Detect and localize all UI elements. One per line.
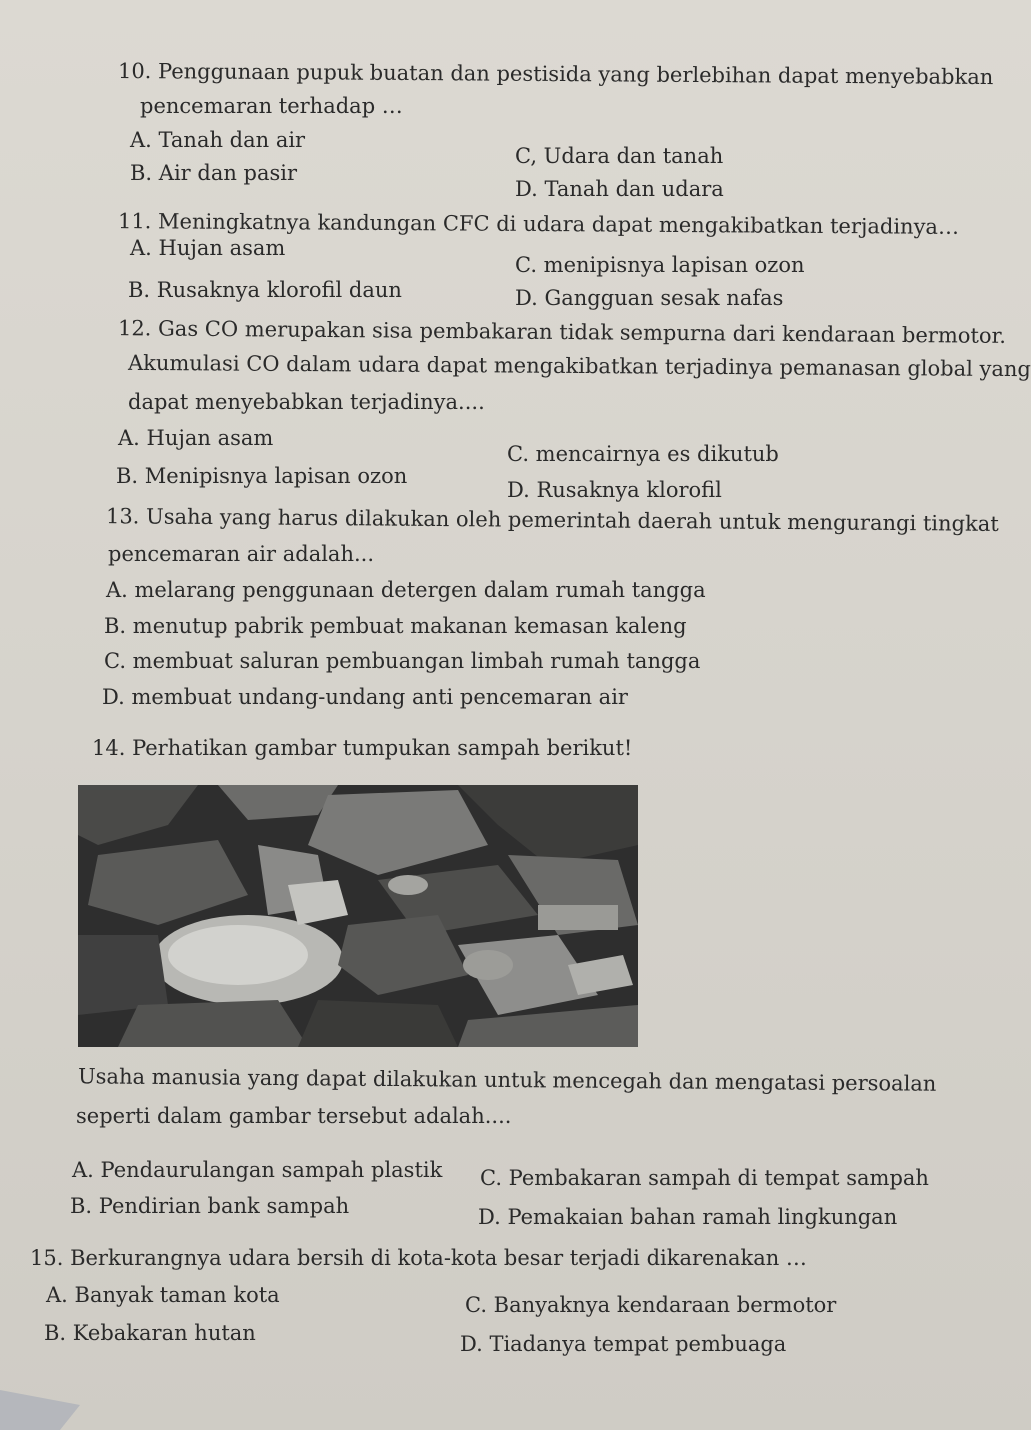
q15-option-a: A. Banyak taman kota bbox=[46, 1283, 280, 1307]
q12-option-b: B. Menipisnya lapisan ozon bbox=[116, 464, 408, 488]
q14-option-c: C. Pembakaran sampah di tempat sampah bbox=[480, 1166, 929, 1190]
q11-option-d: D. Gangguan sesak nafas bbox=[515, 286, 784, 310]
q13-stem-line1: 13. Usaha yang harus dilakukan oleh pemerintah daerah untuk mengurangi tingkat bbox=[105, 504, 999, 536]
q13-stem-line2: pencemaran air adalah... bbox=[108, 542, 374, 566]
q12-option-d: D. Rusaknya klorofil bbox=[507, 478, 722, 502]
q10-option-d: D. Tanah dan udara bbox=[515, 177, 724, 201]
q14-stem-line3: seperti dalam gambar tersebut adalah.... bbox=[76, 1104, 512, 1128]
q12-stem-line3: dapat menyebabkan terjadinya.... bbox=[128, 390, 485, 414]
garbage-pile-illustration bbox=[78, 785, 638, 1047]
q14-stem-line2: Usaha manusia yang dapat dilakukan untuk mencegah dan mengatasi persoalan bbox=[77, 1064, 937, 1096]
q10-stem-line2: pencemaran terhadap … bbox=[140, 94, 403, 118]
q15-option-b: B. Kebakaran hutan bbox=[44, 1321, 256, 1345]
q11-option-b: B. Rusaknya klorofil daun bbox=[128, 278, 402, 302]
q14-option-b: B. Pendirian bank sampah bbox=[70, 1194, 350, 1218]
q14-option-a: A. Pendaurulangan sampah plastik bbox=[72, 1158, 443, 1182]
garbage-pile-photo bbox=[78, 785, 638, 1047]
q12-option-a: A. Hujan asam bbox=[118, 426, 274, 450]
q11-option-a: A. Hujan asam bbox=[130, 236, 286, 260]
q10-stem-line1: 10. Penggunaan pupuk buatan dan pestisida yang berlebihan dapat menyebabkan bbox=[117, 58, 994, 90]
q13-option-b: B. menutup pabrik pembuat makanan kemasan kaleng bbox=[104, 614, 687, 638]
q14-option-d: D. Pemakaian bahan ramah lingkungan bbox=[478, 1205, 898, 1229]
q13-option-a: A. melarang penggunaan detergen dalam rumah tangga bbox=[106, 578, 706, 602]
q12-option-c: C. mencairnya es dikutub bbox=[507, 442, 779, 466]
q15-option-c: C. Banyaknya kendaraan bermotor bbox=[465, 1293, 837, 1317]
q11-stem-line1: 11. Meningkatnya kandungan CFC di udara dapat mengakibatkan terjadinya… bbox=[117, 209, 960, 239]
q15-stem-line1: 15. Berkurangnya udara bersih di kota-kota besar terjadi dikarenakan … bbox=[30, 1246, 807, 1270]
q13-option-c: C. membuat saluran pembuangan limbah rumah tangga bbox=[104, 649, 701, 673]
q12-stem-line2: Akumulasi CO dalam udara dapat mengakibatkan terjadinya pemanasan global yang bbox=[127, 350, 1031, 382]
q11-option-c: C. menipisnya lapisan ozon bbox=[515, 253, 805, 277]
q12-stem-line1: 12. Gas CO merupakan sisa pembakaran tidak sempurna dari kendaraan bermotor. bbox=[117, 316, 1007, 348]
q10-option-c: C, Udara dan tanah bbox=[515, 144, 724, 168]
q14-stem-line1: 14. Perhatikan gambar tumpukan sampah berikut! bbox=[92, 736, 633, 760]
q10-option-a: A. Tanah dan air bbox=[130, 128, 306, 152]
page-corner-shadow bbox=[0, 1370, 80, 1430]
q13-option-d: D. membuat undang-undang anti pencemaran air bbox=[102, 685, 628, 709]
q15-option-d: D. Tiadanya tempat pembuaga bbox=[460, 1332, 787, 1356]
q10-option-b: B. Air dan pasir bbox=[130, 161, 298, 185]
